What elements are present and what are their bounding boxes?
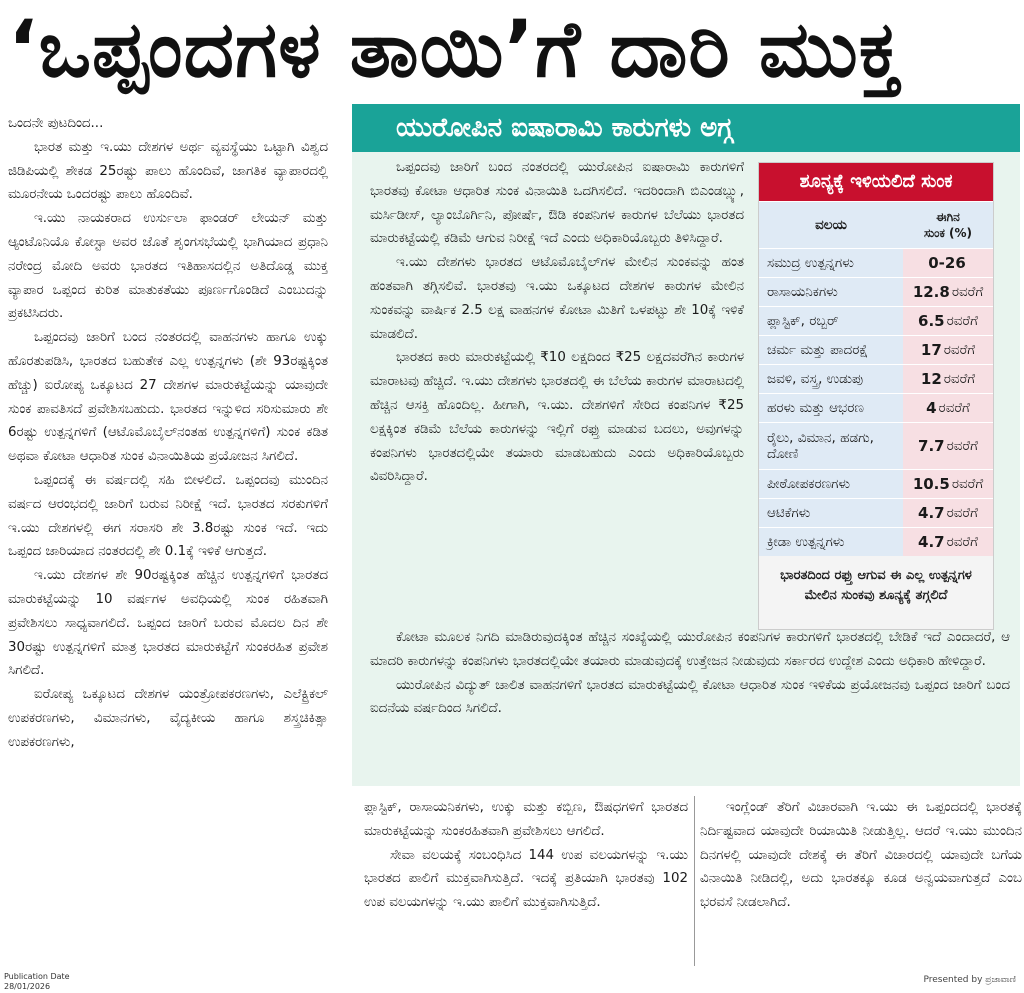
tariff-rate-cell — [903, 423, 993, 469]
tariff-rate-suffix: ರವರೆಗೆ — [946, 505, 978, 521]
tariff-rate-cell — [903, 528, 993, 556]
tariff-sector: ಕ್ರೀಡಾ ಉತ್ಪನ್ನಗಳು — [759, 528, 903, 556]
publication-date-label: Publication Date — [4, 972, 70, 981]
tariff-note: ಭಾರತದಿಂದ ರಫ್ತು ಆಗುವ ಈ ಎಲ್ಲ ಉತ್ಪನ್ನಗಳ ಮೇಲಿನ ಸುಂಕವು ಶೂನ್ಯಕ್ಕೆ ತಗ್ಗಲಿದೆ — [780, 568, 972, 603]
tariff-rate: 4.7 — [918, 504, 945, 522]
tariff-sector: ಪ್ಲಾಸ್ಟಿಕ್, ರಬ್ಬರ್ — [759, 307, 903, 335]
box-paragraph: ಭಾರತದ ಕಾರು ಮಾರುಕಟ್ಟೆಯಲ್ಲಿ ₹10 ಲಕ್ಷದಿಂದ ₹25 ಲಕ್ಷದವರೆಗಿನ ಕಾರುಗಳ ಮಾರಾಟವು ಹೆಚ್ಚಿದೆ. ಇ.ಯು ದೇಶಗಳು ಭಾರತದಲ್ಲಿ ಈ ಬೆಲೆಯ ಕಾರುಗಳ ಮಾರಾಟದಲ್ಲಿ ಹೆಚ್ಚಿನ ಆಸಕ್ತಿ ಹೊಂದಿಲ್ಲ. ಹೀಗಾಗಿ, ಇ.ಯು. ದೇಶಗಳಿಗೆ ಸೇರಿದ ಕಂಪನಿಗಳ ₹25 ಲಕ್ಷಕ್ಕಿಂತ ಕಡಿಮೆ ಬೆಲೆಯ ಕಾರುಗಳನ್ನು ಇಲ್ಲಿಗೆ ರಫ್ತು ಮಾಡುವ ಬದಲು, ಅವುಗಳನ್ನು ಕಂಪನಿಗಳು ಭಾರತದಲ್ಲಿಯೇ ತಯಾರು ಮಾಡಬಹುದು ಎಂದು ಅಧಿಕಾರಿಯೊಬ್ಬರು ವಿವರಿಸಿದ್ದಾರೆ. — [370, 350, 744, 485]
box-paragraph: ಕೋಟಾ ಮೂಲಕ ನಿಗದಿ ಮಾಡಿರುವುದಕ್ಕಿಂತ ಹೆಚ್ಚಿನ ಸಂಖ್ಯೆಯಲ್ಲಿ ಯುರೋಪಿನ ಕಂಪನಿಗಳ ಕಾರುಗಳಿಗೆ ಭಾರತದಲ್ಲಿ ಬೇಡಿಕೆ ಇದೆ ಎಂದಾದರೆ, ಆ ಮಾದರಿ ಕಾರುಗಳನ್ನು ಕಂಪನಿಗಳು ಭಾರತದಲ್ಲಿಯೇ ತಯಾರು ಮಾಡುವುದಕ್ಕೆ ಉತ್ತೇಜನ ನೀಡುವುದು ಸರ್ಕಾರದ ಉದ್ದೇಶ ಎಂದು ಅಧಿಕಾರಿ ಹೇಳಿದ್ದಾರೆ. — [370, 630, 1010, 669]
tariff-header-rate — [903, 202, 993, 248]
article-paragraph: ಇಂಗ್ಲೆಂಡ್ ತೆರಿಗೆ ವಿಚಾರವಾಗಿ ಇ.ಯು ಈ ಒಪ್ಪಂದದಲ್ಲಿ ಭಾರತಕ್ಕೆ ನಿರ್ದಿಷ್ಟವಾದ ಯಾವುದೇ ರಿಯಾಯಿತಿ ನೀಡುತ್ತಿಲ್ಲ. ಆದರೆ ಇ.ಯು ಮುಂದಿನ ದಿನಗಳಲ್ಲಿ ಯಾವುದೇ ದೇಶಕ್ಕೆ ಈ ತೆರಿಗೆ ವಿಚಾರದಲ್ಲಿ ಯಾವುದೇ ಬಗೆಯ ವಿನಾಯಿತಿ ನೀಡಿದಲ್ಲಿ, ಅದು ಭಾರತಕ್ಕೂ ಕೂಡ ಅನ್ವಯವಾಗುತ್ತದೆ ಎಂಬ ಭರವಸೆ ನೀಡಲಾಗಿದೆ. — [700, 800, 1022, 911]
tariff-rate: 0-26 — [928, 254, 966, 272]
tariff-rate-suffix: ರವರೆಗೆ — [946, 313, 978, 329]
tariff-sector: ಆಟಿಕೆಗಳು — [759, 499, 903, 527]
column-divider — [694, 796, 695, 966]
box-paragraph: ಯುರೋಪಿನ ವಿದ್ಯುತ್ ಚಾಲಿತ ವಾಹನಗಳಿಗೆ ಭಾರತದ ಮಾರುಕಟ್ಟೆಯಲ್ಲಿ ಕೋಟಾ ಆಧಾರಿತ ಸುಂಕ ಇಳಿಕೆಯ ಪ್ರಯೋಜನವು ಒಪ್ಪಂದ ಜಾರಿಗೆ ಬಂದ ಐದನೆಯ ವರ್ಷದಿಂದ ಸಿಗಲಿದೆ. — [370, 677, 1010, 717]
tariff-rate: 6.5 — [918, 312, 945, 330]
article-paragraph: ಪ್ಲಾಸ್ಟಿಕ್, ರಾಸಾಯನಿಕಗಳು, ಉಕ್ಕು ಮತ್ತು ಕಬ್ಬಿಣ, ಔಷಧಗಳಿಗೆ ಭಾರತದ ಮಾರುಕಟ್ಟೆಯನ್ನು ಸುಂಕರಹಿತವಾಗಿ ಪ್ರವೇಶಿಸಲು ಆಗಲಿದೆ. — [364, 800, 688, 839]
tariff-rate-cell — [903, 249, 993, 277]
tariff-rate-cell — [903, 499, 993, 527]
tariff-rate-cell — [903, 307, 993, 335]
tariff-header-rate-line2: ಸುಂಕ (%) — [923, 226, 973, 240]
tariff-row — [759, 469, 993, 498]
tariff-row — [759, 277, 993, 306]
article-paragraph: ಐರೋಪ್ಯ ಒಕ್ಕೂಟದ ದೇಶಗಳ ಯಂತ್ರೋಪಕರಣಗಳು, ಎಲೆಕ್ಟ್ರಿಕಲ್ ಉಪಕರಣಗಳು, ವಿಮಾನಗಳು, ವೈದ್ಯಕೀಯ ಹಾಗೂ ಶಸ್ತ್ರಚಿಕಿತ್ಸಾ ಉಪಕರಣಗಳು, — [8, 687, 328, 750]
right-column — [700, 796, 1022, 972]
tariff-header-sector: ವಲಯ — [759, 202, 903, 248]
article-paragraph: ಭಾರತ ಮತ್ತು ಇ.ಯು ದೇಶಗಳ ಅರ್ಥ ವ್ಯವಸ್ಥೆಯು ಒಟ್ಟಾಗಿ ವಿಶ್ವದ ಜಿಡಿಪಿಯಲ್ಲಿ ಶೇಕಡ 25ರಷ್ಟು ಪಾಲು ಹೊಂದಿವೆ, ಜಾಗತಿಕ ವ್ಯಾಪಾರದಲ್ಲಿ ಮೂರನೇಯ ಒಂದರಷ್ಟು ಪಾಲು ಹೊಂದಿವೆ. — [8, 139, 328, 203]
tariff-row — [759, 364, 993, 393]
tariff-header-rate-line1: ಈಗಿನ — [936, 210, 960, 224]
box-text-wide — [370, 626, 1010, 776]
box-text — [370, 156, 744, 626]
tariff-rate-cell — [903, 365, 993, 393]
tariff-rate: 12 — [920, 370, 942, 388]
box-paragraph: ಒಪ್ಪಂದವು ಜಾರಿಗೆ ಬಂದ ನಂತರದಲ್ಲಿ ಯುರೋಪಿನ ಐಷಾರಾಮಿ ಕಾರುಗಳಿಗೆ ಭಾರತವು ಕೋಟಾ ಆಧಾರಿತ ಸುಂಕ ವಿನಾಯಿತಿ ಒದಗಿಸಲಿದೆ. ಇದರಿಂದಾಗಿ ಬಿಎಂಡಬ್ಲ್ಯು, ಮರ್ಸಿಡೀಸ್, ಲ್ಯಾಂಬೊರ್ಗಿನಿ, ಪೋರ್ಷೆ, ಔಡಿ ಕಂಪನಿಗಳ ಕಾರುಗಳ ಬೆಲೆಯು ಭಾರತದ ಮಾರುಕಟ್ಟೆಯಲ್ಲಿ ಕಡಿಮೆ ಆಗುವ ನಿರೀಕ್ಷೆ ಇದೆ ಎಂದು ಅಧಿಕಾರಿಯೊಬ್ಬರು ತಿಳಿಸಿದ್ದಾರೆ. — [370, 160, 744, 247]
tariff-rate: 7.7 — [918, 437, 945, 455]
tariff-rate: 4.7 — [918, 533, 945, 551]
tariff-rate-suffix: ರವರೆಗೆ — [946, 438, 978, 454]
tariff-row — [759, 306, 993, 335]
article-paragraph: ಇ.ಯು ನಾಯಕರಾದ ಉರ್ಸುಲಾ ಫಾಂಡರ್ ಲೇಯನ್ ಮತ್ತು ಆ್ಯಂಟೊನಿಯೊ ಕೋಸ್ಟಾ ಅವರ ಜೊತೆ ಶೃಂಗಸಭೆಯಲ್ಲಿ ಭಾಗಿಯಾದ ಪ್ರಧಾನಿ ನರೇಂದ್ರ ಮೋದಿ ಅವರು ಭಾರತದ ಇತಿಹಾಸದಲ್ಲಿನ ಅತಿದೊಡ್ಡ ಮುಕ್ತ ವ್ಯಾಪಾರ ಒಪ್ಪಂದ ಕುರಿತ ಮಾತುಕತೆಯು ಪೂರ್ಣಗೊಂಡಿದೆ ಎಂಬುದನ್ನು ಪ್ರಕಟಿಸಿದರು. — [8, 211, 328, 322]
tariff-rate: 4 — [926, 399, 937, 417]
tariff-rate-cell — [903, 470, 993, 498]
luxury-cars-box — [352, 104, 1020, 786]
headline: ‘ಒಪ್ಪಂದಗಳ ತಾಯಿ’ಗೆ ದಾರಿ ಮುಕ್ತ — [8, 5, 902, 95]
tariff-row — [759, 248, 993, 277]
publication-date-value: 28/01/2026 — [4, 982, 51, 991]
tariff-sector: ಚರ್ಮ ಮತ್ತು ಪಾದರಕ್ಷೆ — [759, 336, 903, 364]
tariff-rate-suffix: ರವರೆಗೆ — [951, 284, 984, 300]
tariff-sector: ಹರಳು ಮತ್ತು ಆಭರಣ — [759, 394, 903, 422]
tariff-rate-cell — [903, 394, 993, 422]
middle-column — [364, 796, 688, 972]
tariff-row — [759, 498, 993, 527]
tariff-sector: ಪೀಠೋಪಕರಣಗಳು — [759, 470, 903, 498]
tariff-table-title: ಶೂನ್ಯಕ್ಕೆ ಇಳಿಯಲಿದೆ ಸುಂಕ — [759, 163, 993, 201]
tariff-rate-suffix: ರವರೆಗೆ — [946, 534, 978, 550]
left-column — [8, 112, 328, 970]
tariff-rate-suffix: ರವರೆಗೆ — [943, 371, 976, 387]
tariff-row — [759, 527, 993, 556]
tariff-row — [759, 393, 993, 422]
tariff-sector: ರಾಸಾಯನಿಕಗಳು — [759, 278, 903, 306]
tariff-row — [759, 335, 993, 364]
tariff-rate-cell — [903, 336, 993, 364]
tariff-rate: 17 — [920, 341, 942, 359]
presented-by: Presented by ಪ್ರಜಾವಾಣಿ — [923, 975, 1016, 985]
tariff-rate: 10.5 — [912, 475, 950, 493]
tariff-row — [759, 422, 993, 469]
tariff-rate-suffix: ರವರೆಗೆ — [951, 476, 984, 492]
tariff-sector: ಸಮುದ್ರ ಉತ್ಪನ್ನಗಳು — [759, 249, 903, 277]
box-paragraph: ಇ.ಯು ದೇಶಗಳು ಭಾರತದ ಆಟೊಮೊಬೈಲ್‌ಗಳ ಮೇಲಿನ ಸುಂಕವನ್ನು ಹಂತ ಹಂತವಾಗಿ ತಗ್ಗಿಸಲಿವೆ. ಭಾರತವು ಇ.ಯು ಒಕ್ಕೂಟದ ದೇಶಗಳ ಕಾರುಗಳ ಮೇಲಿನ ಸುಂಕವನ್ನು ವಾರ್ಷಿಕ 2.5 ಲಕ್ಷ ವಾಹನಗಳ ಕೋಟಾ ಮಿತಿಗೆ ಒಳಪಟ್ಟು ಶೇ 10ಕ್ಕೆ ಇಳಿಕೆ ಮಾಡಲಿದೆ. — [370, 255, 744, 342]
article-paragraph: ಇ.ಯು ದೇಶಗಳ ಶೇ 90ರಷ್ಟಕ್ಕಿಂತ ಹೆಚ್ಚಿನ ಉತ್ಪನ್ನಗಳಿಗೆ ಭಾರತದ ಮಾರುಕಟ್ಟೆಯನ್ನು 10 ವರ್ಷಗಳ ಅವಧಿಯಲ್ಲಿ ಸುಂಕ ರಹಿತವಾಗಿ ಪ್ರವೇಶಿಸಲು ಸಾಧ್ಯವಾಗಲಿದೆ. ಒಪ್ಪಂದ ಜಾರಿಗೆ ಬರುವ ಮೊದಲ ದಿನ ಶೇ 30ರಷ್ಟು ಉತ್ಪನ್ನಗಳಿಗೆ ಮಾತ್ರ ಭಾರತದ ಮಾರುಕಟ್ಟೆಗೆ ಸುಂಕರಹಿತ ಪ್ರವೇಶ ಸಿಗಲಿದೆ. — [8, 568, 328, 679]
publication-date — [4, 972, 70, 992]
tariff-rate-cell — [903, 278, 993, 306]
tariff-header-row — [759, 201, 993, 248]
tariff-sector: ಜವಳಿ, ವಸ್ತ್ರ, ಉಡುಪು — [759, 365, 903, 393]
tariff-rate-suffix: ರವರೆಗೆ — [943, 342, 976, 358]
article-paragraph: ಸೇವಾ ವಲಯಕ್ಕೆ ಸಂಬಂಧಿಸಿದ 144 ಉಪ ವಲಯಗಳನ್ನು ಇ.ಯು ಭಾರತದ ಪಾಲಿಗೆ ಮುಕ್ತವಾಗಿಸುತ್ತಿದೆ. ಇದಕ್ಕೆ ಪ್ರತಿಯಾಗಿ ಭಾರತವು 102 ಉಪ ವಲಯಗಳನ್ನು ಇ.ಯು ಪಾಲಿಗೆ ಮುಕ್ತವಾಗಿಸುತ್ತಿದೆ. — [364, 847, 688, 911]
article-paragraph: ಒಪ್ಪಂದಕ್ಕೆ ಈ ವರ್ಷದಲ್ಲಿ ಸಹಿ ಬೀಳಲಿದೆ. ಒಪ್ಪಂದವು ಮುಂದಿನ ವರ್ಷದ ಆರಂಭದಲ್ಲಿ ಜಾರಿಗೆ ಬರುವ ನಿರೀಕ್ಷೆ ಇದೆ. ಭಾರತದ ಸರಕುಗಳಿಗೆ ಇ.ಯು ದೇಶಗಳಲ್ಲಿ ಈಗ ಸರಾಸರಿ ಶೇ 3.8ರಷ್ಟು ಸುಂಕ ಇದೆ. ಇದು ಒಪ್ಪಂದ ಜಾರಿಯಾದ ನಂತರದಲ್ಲಿ ಶೇ 0.1ಕ್ಕೆ ಇಳಿಕೆ ಆಗುತ್ತದೆ. — [8, 472, 328, 560]
article-paragraph: ಒಪ್ಪಂದವು ಜಾರಿಗೆ ಬಂದ ನಂತರದಲ್ಲಿ ವಾಹನಗಳು ಹಾಗೂ ಉಕ್ಕು ಹೊರತುಪಡಿಸಿ, ಭಾರತದ ಬಹುತೇಕ ಎಲ್ಲ ಉತ್ಪನ್ನಗಳು (ಶೇ 93ರಷ್ಟಕ್ಕಿಂತ ಹೆಚ್ಚು) ಐರೋಪ್ಯ ಒಕ್ಕೂಟದ 27 ದೇಶಗಳ ಮಾರುಕಟ್ಟೆಯನ್ನು ಯಾವುದೇ ಸುಂಕ ಪಾವತಿಸದೆ ಪ್ರವೇಶಿಸಬಹುದು. ಭಾರತದ ಇನ್ನುಳಿದ ಸರಿಸುಮಾರು ಶೇ 6ರಷ್ಟು ಉತ್ಪನ್ನಗಳಿಗೆ (ಆಟೊಮೊಬೈಲ್‌ನಂತಹ ಉತ್ಪನ್ನಗಳಿಗೆ) ಸುಂಕ ಕಡಿತ ಅಥವಾ ಕೋಟಾ ಆಧಾರಿತ ಸುಂಕ ವಿನಾಯಿತಿಯ ಪ್ರಯೋಜನ ಸಿಗಲಿದೆ. — [8, 330, 328, 465]
tariff-rate-suffix: ರವರೆಗೆ — [938, 400, 970, 416]
tariff-sector: ರೈಲು, ವಿಮಾನ, ಹಡಗು, ದೋಣಿ — [759, 423, 903, 469]
box-title: ಯುರೋಪಿನ ಐಷಾರಾಮಿ ಕಾರುಗಳು ಅಗ್ಗ — [352, 104, 1020, 152]
tariff-table — [758, 162, 994, 630]
tariff-rate: 12.8 — [912, 283, 950, 301]
continued-label: ಒಂದನೇ ಪುಟದಿಂದ... — [8, 116, 104, 131]
